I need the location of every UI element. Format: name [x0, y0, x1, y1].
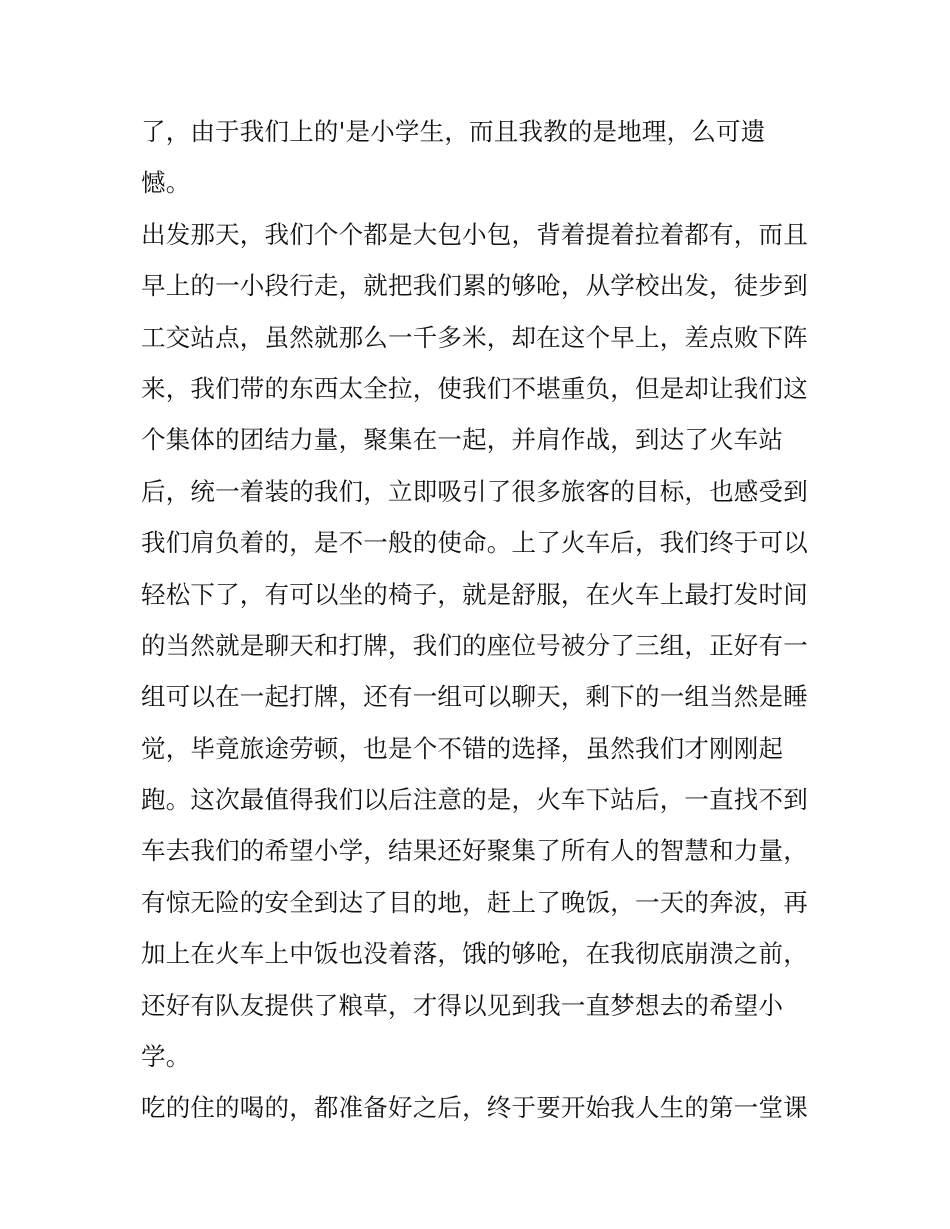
- text-line: 的当然就是聊天和打牌，我们的座位号被分了三组，正好有一: [141, 630, 808, 660]
- text-line: 有惊无险的安全到达了目的地，赶上了晚饭，一天的奔波，再: [141, 887, 808, 917]
- text-line: 还好有队友提供了粮草，才得以见到我一直梦想去的希望小: [141, 990, 784, 1020]
- text-line: 早上的一小段行走，就把我们累的够呛，从学校出发，徒步到: [141, 271, 808, 301]
- text-line: 来，我们带的东西太全拉，使我们不堪重负，但是却让我们这: [141, 373, 808, 403]
- text-line: 出发那天，我们个个都是大包小包，背着提着拉着都有，而且: [141, 219, 808, 249]
- text-line: 我们肩负着的，是不一般的使命。上了火车后，我们终于可以: [141, 528, 808, 558]
- text-line: 车去我们的希望小学，结果还好聚集了所有人的智慧和力量，: [141, 836, 808, 866]
- text-line: 后，统一着装的我们，立即吸引了很多旅客的目标，也感受到: [141, 476, 808, 506]
- text-line: 加上在火车上中饭也没着落，饿的够呛，在我彻底崩溃之前，: [141, 939, 808, 969]
- text-line: 学。: [141, 1042, 191, 1072]
- body-text: [141, 106, 831, 1134]
- text-line: 吃的住的喝的，都准备好之后，终于要开始我人生的第一堂课: [141, 1093, 808, 1123]
- text-line: 觉，毕竟旅途劳顿，也是个不错的选择，虽然我们才刚刚起: [141, 733, 784, 763]
- text-line: 了，由于我们上的'是小学生，而且我教的是地理，么可遗: [141, 117, 766, 146]
- text-line: 个集体的团结力量，聚集在一起，并肩作战，到达了火车站: [141, 425, 784, 455]
- text-line: 憾。: [141, 168, 191, 198]
- text-line: 跑。这次最值得我们以后注意的是，火车下站后，一直找不到: [141, 785, 808, 815]
- text-line: 轻松下了，有可以坐的椅子，就是舒服，在火车上最打发时间: [141, 579, 808, 609]
- text-line: 工交站点，虽然就那么一千多米，却在这个早上，差点败下阵: [141, 322, 808, 352]
- text-line: 组可以在一起打牌，还有一组可以聊天，剩下的一组当然是睡: [141, 682, 808, 712]
